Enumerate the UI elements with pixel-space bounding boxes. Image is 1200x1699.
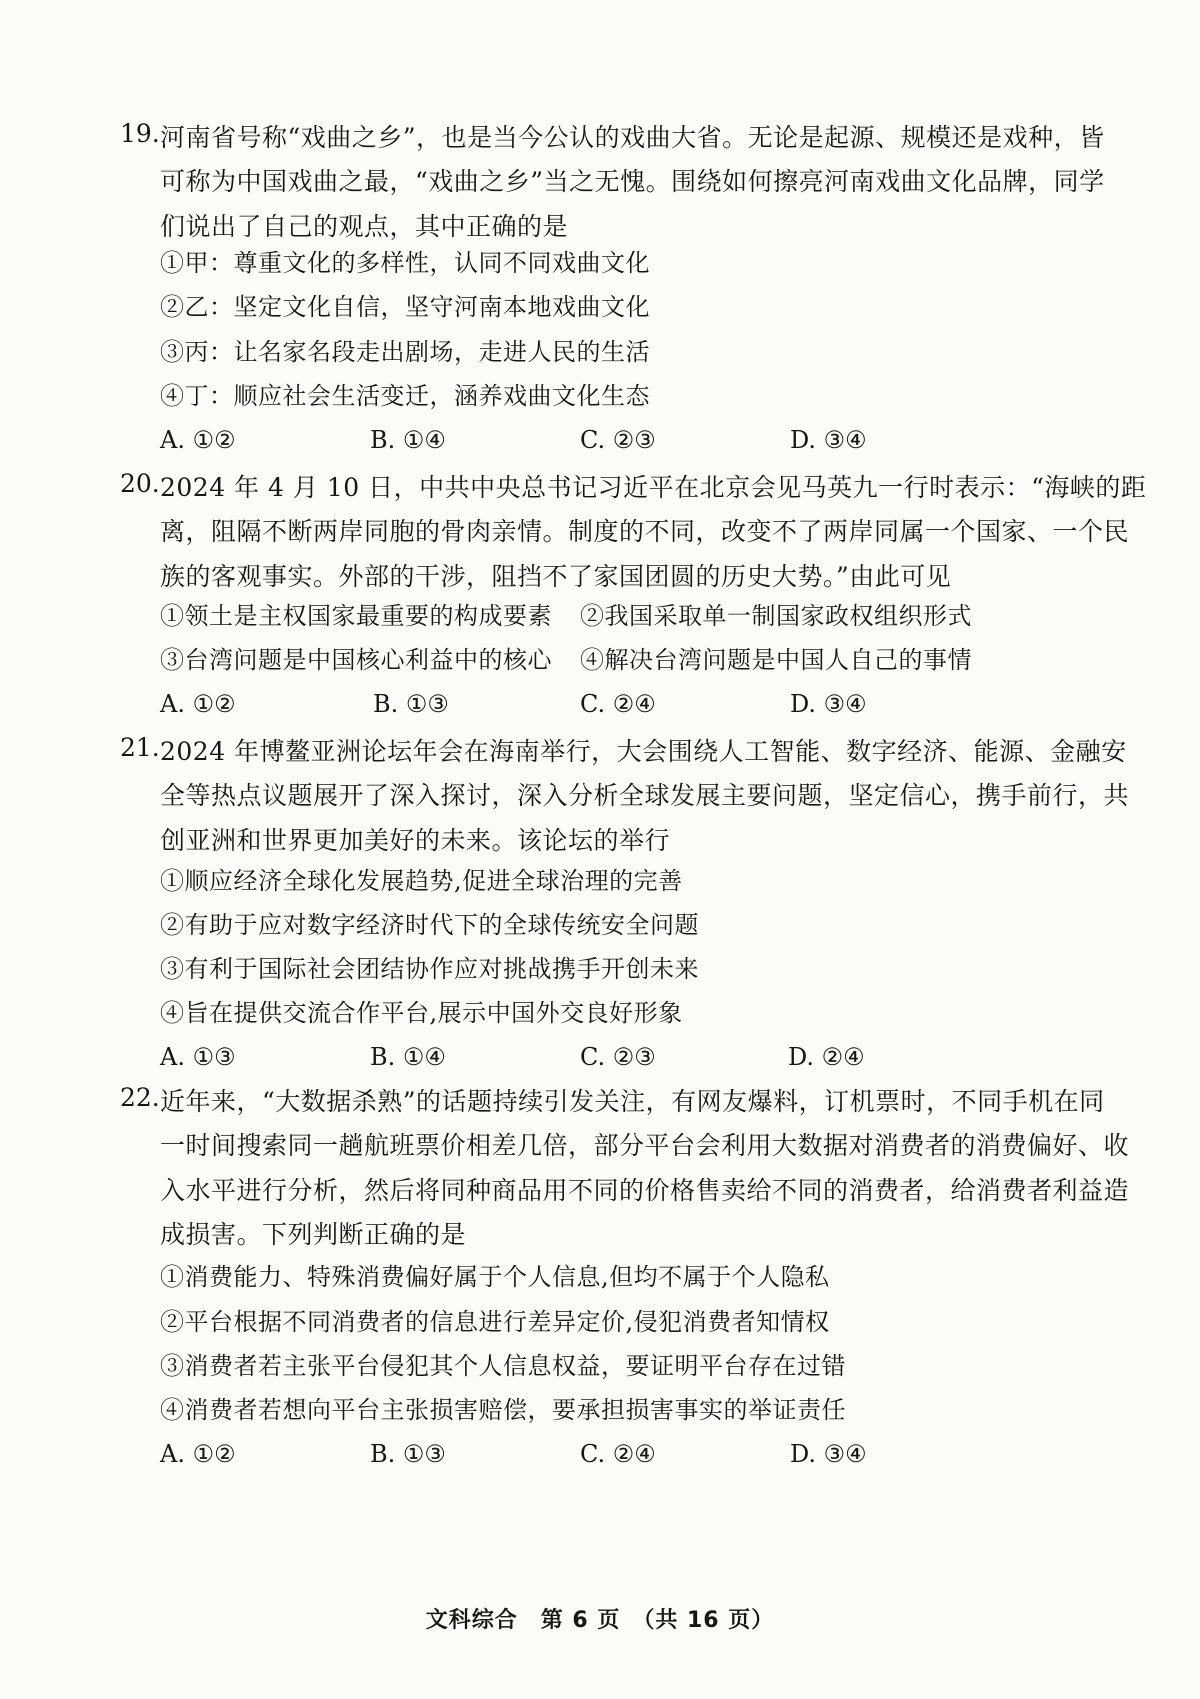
option-b: B. ①③ (373, 690, 449, 718)
statement: ①领土是主权国家最重要的构成要素 (160, 602, 552, 630)
statement: ②有助于应对数字经济时代下的全球传统安全问题 (160, 911, 699, 939)
option-c: C. ②④ (580, 690, 656, 718)
stem-line: 成损害。下列判断正确的是 (160, 1220, 467, 1249)
question-number: 20. (120, 469, 160, 498)
option-d: D. ③④ (790, 1440, 867, 1468)
stem-line: 入水平进行分析，然后将同种商品用不同的价格售卖给不同的消费者，给消费者利益造 (160, 1176, 1130, 1205)
option-c: C. ②③ (580, 1043, 656, 1071)
option-c: C. ②④ (580, 1440, 656, 1468)
stem-line: 近年来，“大数据杀熟”的话题持续引发关注，有网友爆料，订机票时，不同手机在同 (160, 1087, 1105, 1116)
option-b: B. ①③ (370, 1440, 446, 1468)
stem-line: 创亚洲和世界更加美好的未来。该论坛的举行 (160, 826, 671, 855)
option-b: B. ①④ (370, 1043, 446, 1071)
question-number: 19. (120, 119, 160, 148)
statement: ③台湾问题是中国核心利益中的核心 (160, 646, 552, 674)
stem-line: 河南省号称“戏曲之乡”，也是当今公认的戏曲大省。无论是起源、规模还是戏种，皆 (160, 123, 1105, 152)
statement: ④解决台湾问题是中国人自己的事情 (580, 646, 972, 674)
statement: ①甲：尊重文化的多样性，认同不同戏曲文化 (160, 249, 650, 277)
question-number: 22. (120, 1083, 160, 1112)
option-a: A. ①② (160, 426, 236, 454)
statement: ②我国采取单一制国家政权组织形式 (580, 602, 972, 630)
option-b: B. ①④ (370, 426, 446, 454)
option-d: D. ③④ (790, 426, 867, 454)
stem-line: 一时间搜索同一趟航班票价相差几倍，部分平台会利用大数据对消费者的消费偏好、收 (160, 1131, 1130, 1160)
option-c: C. ②③ (580, 426, 656, 454)
question-number: 21. (120, 733, 160, 762)
stem-line: 离，阻隔不断两岸同胞的骨肉亲情。制度的不同，改变不了两岸同属一个国家、一个民 (160, 517, 1130, 546)
stem-line: 可称为中国戏曲之最，“戏曲之乡”当之无愧。围绕如何擦亮河南戏曲文化品牌，同学 (160, 167, 1105, 196)
statement: ③有利于国际社会团结协作应对挑战携手开创未来 (160, 955, 699, 983)
statement: ④旨在提供交流合作平台,展示中国外交良好形象 (160, 999, 683, 1027)
statement: ②平台根据不同消费者的信息进行差异定价,侵犯消费者知情权 (160, 1308, 830, 1336)
stem-line: 们说出了自己的观点，其中正确的是 (160, 212, 569, 241)
stem-line: 2024 年 4 月 10 日，中共中央总书记习近平在北京会见马英九一行时表示：“海峡的距 (160, 473, 1147, 502)
statement: ④消费者若想向平台主张损害赔偿，要承担损害事实的举证责任 (160, 1396, 846, 1424)
option-a: A. ①② (160, 1440, 236, 1468)
statement: ③消费者若主张平台侵犯其个人信息权益，要证明平台存在过错 (160, 1352, 846, 1380)
stem-line: 族的客观事实。外部的干涉，阻挡不了家国团圆的历史大势。”由此可见 (160, 562, 952, 591)
statement: ③丙：让名家名段走出剧场，走进人民的生活 (160, 338, 650, 366)
stem-line: 2024 年博鳌亚洲论坛年会在海南举行，大会围绕人工智能、数字经济、能源、金融安 (160, 737, 1127, 766)
option-d: D. ②④ (788, 1043, 865, 1071)
page-footer: 文科综合 第 6 页 （共 16 页） (425, 1608, 775, 1633)
statement: ①顺应经济全球化发展趋势,促进全球治理的完善 (160, 867, 683, 895)
option-a: A. ①② (160, 690, 236, 718)
stem-line: 全等热点议题展开了深入探讨，深入分析全球发展主要问题，坚定信心，携手前行，共 (160, 781, 1130, 810)
statement: ①消费能力、特殊消费偏好属于个人信息,但均不属于个人隐私 (160, 1263, 830, 1291)
option-a: A. ①③ (160, 1043, 236, 1071)
statement: ④丁：顺应社会生活变迁，涵养戏曲文化生态 (160, 382, 650, 410)
statement: ②乙：坚定文化自信，坚守河南本地戏曲文化 (160, 293, 650, 321)
option-d: D. ③④ (790, 690, 867, 718)
